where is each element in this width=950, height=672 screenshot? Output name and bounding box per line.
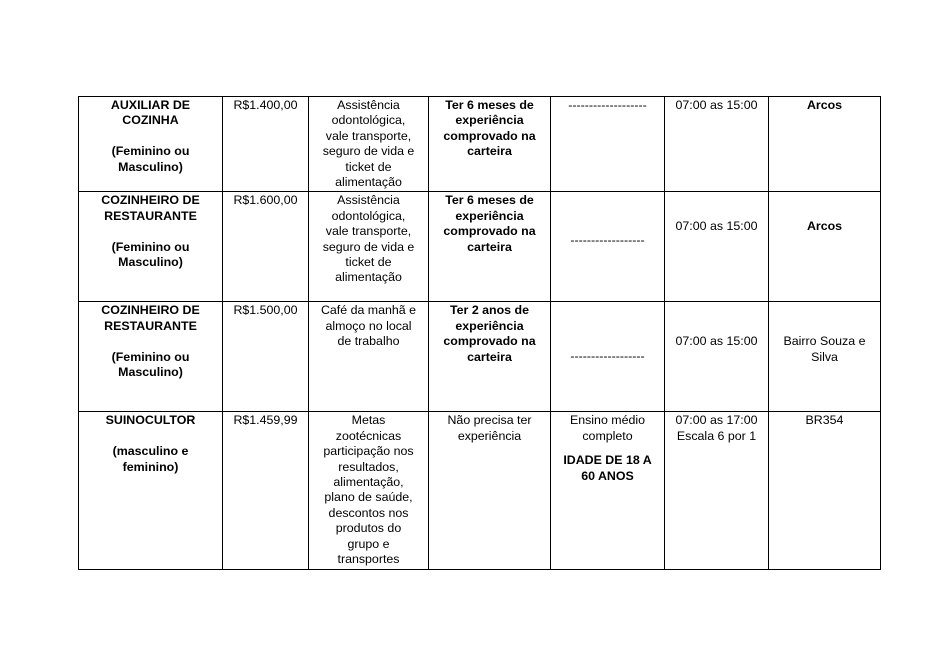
job-title-cell	[79, 412, 223, 569]
experience-line: Ter 2 anos de	[450, 303, 529, 318]
experience-line: carteira	[467, 144, 512, 159]
table-row	[79, 412, 881, 569]
schedule: 07:00 as 17:00	[675, 413, 758, 428]
benefit-line: transportes	[337, 552, 400, 567]
education: -------------------	[568, 98, 647, 112]
job-gender: (Feminino ou	[111, 144, 190, 159]
job-gender: (Feminino ou	[111, 239, 190, 254]
salary-cell	[223, 302, 309, 412]
schedule-cell	[665, 192, 769, 302]
schedule-cell	[665, 412, 769, 569]
salary-cell	[223, 97, 309, 192]
job-title-cell	[79, 192, 223, 302]
benefit-line: almoço no local	[325, 318, 412, 333]
job-title: COZINHEIRO DE	[101, 303, 200, 318]
job-title: RESTAURANTE	[104, 318, 197, 333]
experience-line: Não precisa ter	[447, 413, 532, 428]
benefit-line: descontos nos	[328, 505, 409, 520]
benefit-line: zootécnicas	[335, 428, 402, 443]
education-cell	[551, 97, 665, 192]
table-row	[79, 192, 881, 302]
benefit-line: grupo e	[347, 536, 390, 551]
benefit-line: Café da manhã e	[320, 303, 417, 318]
benefit-line: Assistência	[337, 193, 400, 208]
benefit-line: plano de saúde,	[324, 490, 413, 505]
experience-line: comprovado na	[443, 334, 536, 349]
location-cell	[769, 412, 881, 569]
location-cell	[769, 192, 881, 302]
benefit-line: vale transporte,	[325, 224, 412, 239]
experience-line: Ter 6 meses de	[445, 98, 534, 112]
experience-line: Ter 6 meses de	[445, 193, 534, 208]
benefit-line: seguro de vida e	[322, 144, 415, 159]
table-row	[79, 97, 881, 192]
schedule: 07:00 as 15:00	[675, 219, 758, 234]
benefits-cell	[309, 412, 429, 569]
experience-line: experiência	[455, 318, 524, 333]
schedule: Escala 6 por 1	[676, 428, 757, 443]
experience-cell	[429, 412, 551, 569]
experience-cell	[429, 302, 551, 412]
job-gender: (masculino e	[112, 444, 189, 459]
benefit-line: odontológica,	[331, 113, 406, 128]
location: Arcos	[806, 98, 843, 112]
job-gender: Masculino)	[118, 159, 183, 174]
job-gender: Masculino)	[118, 365, 183, 380]
education-line: Ensino médio	[569, 413, 646, 428]
benefit-line: de trabalho	[337, 334, 400, 349]
benefit-line: ticket de	[345, 159, 392, 174]
job-gender: (Feminino ou	[111, 349, 190, 364]
salary: R$1.459,99	[233, 413, 298, 428]
benefit-line: participação nos	[323, 444, 414, 459]
schedule: 07:00 as 15:00	[675, 98, 758, 112]
benefits-cell	[309, 192, 429, 302]
salary-cell	[223, 412, 309, 569]
experience-line: experiência	[455, 208, 524, 223]
benefit-line: odontológica,	[331, 208, 406, 223]
benefit-line: alimentação,	[333, 475, 404, 490]
benefit-line: Metas	[351, 413, 386, 428]
salary: R$1.400,00	[233, 98, 298, 112]
experience-line: experiência	[457, 428, 522, 443]
salary: R$1.500,00	[233, 303, 298, 318]
benefit-line: alimentação	[335, 175, 402, 190]
education: ------------------	[570, 233, 645, 248]
job-title-cell	[79, 302, 223, 412]
benefit-line: alimentação	[335, 270, 402, 285]
salary-cell	[223, 192, 309, 302]
job-title: SUINOCULTOR	[105, 413, 196, 428]
job-title-cell	[79, 97, 223, 192]
age-requirement: 60 ANOS	[581, 468, 634, 483]
location-cell	[769, 97, 881, 192]
location-cell	[769, 302, 881, 412]
education-cell	[551, 302, 665, 412]
benefit-line: ticket de	[345, 255, 392, 270]
education-cell	[551, 192, 665, 302]
salary: R$1.600,00	[233, 193, 298, 208]
experience-line: comprovado na	[443, 128, 536, 143]
job-title: COZINHEIRO DE	[101, 193, 200, 208]
experience-line: comprovado na	[443, 224, 536, 239]
education: ------------------	[570, 349, 645, 364]
experience-line: carteira	[467, 239, 512, 254]
location: Bairro Souza e	[783, 334, 866, 349]
schedule-cell	[665, 302, 769, 412]
job-title: COZINHA	[122, 113, 179, 128]
benefits-cell	[309, 97, 429, 192]
benefit-line: Assistência	[337, 98, 400, 112]
schedule-cell	[665, 97, 769, 192]
location: Arcos	[806, 219, 843, 234]
education-line: completo	[582, 428, 633, 443]
education-cell	[551, 412, 665, 569]
job-title: AUXILIAR DE	[110, 98, 191, 112]
benefits-cell	[309, 302, 429, 412]
experience-line: carteira	[467, 349, 512, 364]
experience-line: experiência	[455, 113, 524, 128]
job-gender: feminino)	[122, 459, 179, 474]
benefit-line: seguro de vida e	[322, 239, 415, 254]
benefit-line: vale transporte,	[325, 128, 412, 143]
job-openings-table	[78, 96, 881, 570]
benefit-line: produtos do	[335, 521, 402, 536]
table-row	[79, 302, 881, 412]
job-gender: Masculino)	[118, 255, 183, 270]
experience-cell	[429, 192, 551, 302]
age-requirement: IDADE DE 18 A	[563, 453, 652, 468]
location: BR354	[805, 413, 844, 428]
schedule: 07:00 as 15:00	[675, 334, 758, 349]
job-title: RESTAURANTE	[104, 208, 197, 223]
experience-cell	[429, 97, 551, 192]
location: Silva	[811, 349, 838, 364]
benefit-line: resultados,	[338, 459, 399, 474]
